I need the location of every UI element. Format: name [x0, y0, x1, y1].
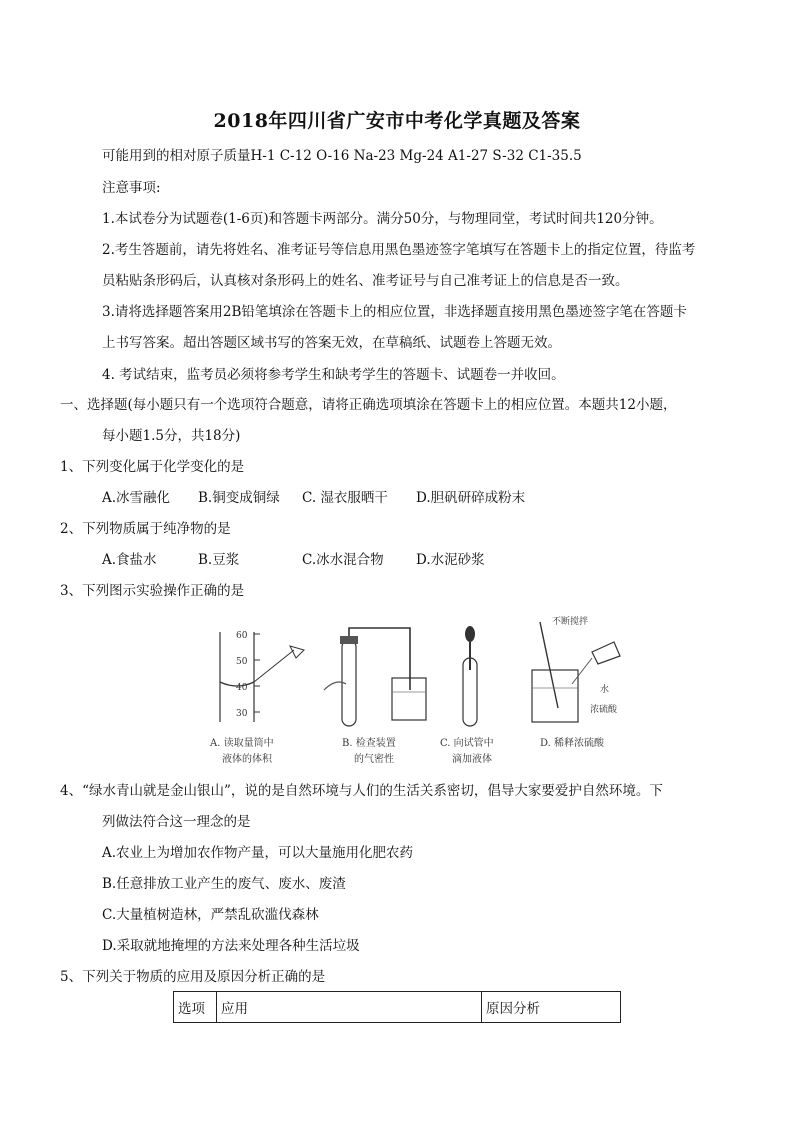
figure-caption: C. 向试管中	[440, 738, 494, 749]
option: D.水泥砂浆	[416, 552, 485, 568]
question-stem: 3、下列图示实验操作正确的是	[60, 583, 245, 599]
option: B.任意排放工业产生的废气、废水、废渣	[102, 876, 346, 892]
option: C.大量植树造林，严禁乱砍滥伐森林	[102, 907, 319, 923]
option: B.豆浆	[198, 552, 240, 568]
table-header-cell: 选项	[174, 992, 217, 1023]
notice-item: 1.本试卷分为试题卷(1-6页)和答题卡两部分。满分50分，与物理同堂，考试时间共120分钟。	[102, 211, 663, 227]
atomic-masses: 可能用到的相对原子质量H-1 C-12 O-16 Na-23 Mg-24 A1-27 S-32 C1-35.5	[102, 148, 582, 164]
section-heading: 一、选择题(每小题只有一个选项符合题意，请将正确选项填涂在答题卡上的相应位置。本题共12小题，	[60, 397, 677, 413]
stirring-label: 不断搅拌	[552, 617, 589, 627]
q5-table	[173, 991, 621, 1023]
question-stem: 5、下列关于物质的应用及原因分析正确的是	[60, 969, 326, 985]
water-label: 水	[600, 685, 610, 695]
cylinder-tick-label: 50	[236, 657, 248, 667]
notice-item-cont: 员粘贴条形码后，认真核对条形码上的姓名、准考证号与自己准考证上的信息是否一致。	[102, 273, 629, 289]
notice-item-cont: 上书写答案。超出答题区域书写的答案无效，在草稿纸、试题卷上答题无效。	[102, 335, 561, 351]
notice-item: 3.请将选择题答案用2B铅笔填涂在答题卡上的相应位置，非选择题直接用黑色墨迹签字笔在答题卡	[102, 304, 687, 320]
option: C.冰水混合物	[302, 552, 384, 568]
table-header-cell: 应用	[217, 992, 482, 1023]
table-header-cell: 原因分析	[482, 992, 621, 1023]
figure-caption: 的气密性	[354, 754, 394, 765]
notice-item: 2.考生答题前，请先将姓名、准考证号等信息用黑色墨迹签字笔填写在答题卡上的指定位置，待监考	[102, 242, 696, 258]
figure-caption: D. 稀释浓硫酸	[540, 738, 605, 749]
question-stem: 2、下列物质属于纯净物的是	[60, 521, 231, 537]
acid-label: 浓硫酸	[590, 705, 618, 715]
airtightness-apparatus-diagram	[324, 628, 426, 726]
question-stem-cont: 列做法符合这一理念的是	[102, 814, 251, 830]
cylinder-tick-label: 30	[236, 709, 248, 719]
hand-icon	[324, 682, 346, 690]
section-heading-cont: 每小题1.5分，共18分)	[102, 428, 241, 444]
figure-caption: 液体的体积	[222, 754, 272, 765]
option: A.食盐水	[102, 552, 157, 568]
option: A.农业上为增加农作物产量，可以大量施用化肥农药	[102, 845, 414, 861]
option: D.采取就地掩埋的方法来处理各种生活垃圾	[102, 938, 360, 954]
page-title: 2018年四川省广安市中考化学真题及答案	[213, 110, 581, 132]
graduated-cylinder-diagram	[220, 631, 304, 722]
cylinder-tick-label: 40	[236, 683, 248, 693]
table-header-row	[174, 992, 621, 1023]
lab-operations-figure	[196, 612, 636, 772]
option: A.冰雪融化	[102, 490, 171, 506]
figure-caption: A. 读取量筒中	[210, 738, 274, 749]
option: B.铜变成铜绿	[198, 490, 280, 506]
figure-caption: B. 检查装置	[342, 738, 396, 749]
notice-item: 4. 考试结束，监考员必须将参考学生和缺考学生的答题卡、试题卷一并收回。	[102, 367, 565, 383]
option: C. 湿衣服晒干	[302, 490, 388, 506]
question-stem: 4、“绿水青山就是金山银山”，说的是自然环境与人们的生活关系密切，倡导大家要爱护自然环境。下	[60, 783, 663, 799]
figure-caption: 滴加液体	[452, 754, 492, 765]
option: D.胆矾研碎成粉末	[416, 490, 526, 506]
dropper-test-tube-diagram	[463, 626, 477, 726]
cylinder-tick-label: 60	[236, 631, 248, 641]
dilution-diagram	[532, 615, 620, 722]
question-stem: 1、下列变化属于化学变化的是	[60, 459, 245, 475]
notice-heading: 注意事项:	[102, 180, 161, 196]
